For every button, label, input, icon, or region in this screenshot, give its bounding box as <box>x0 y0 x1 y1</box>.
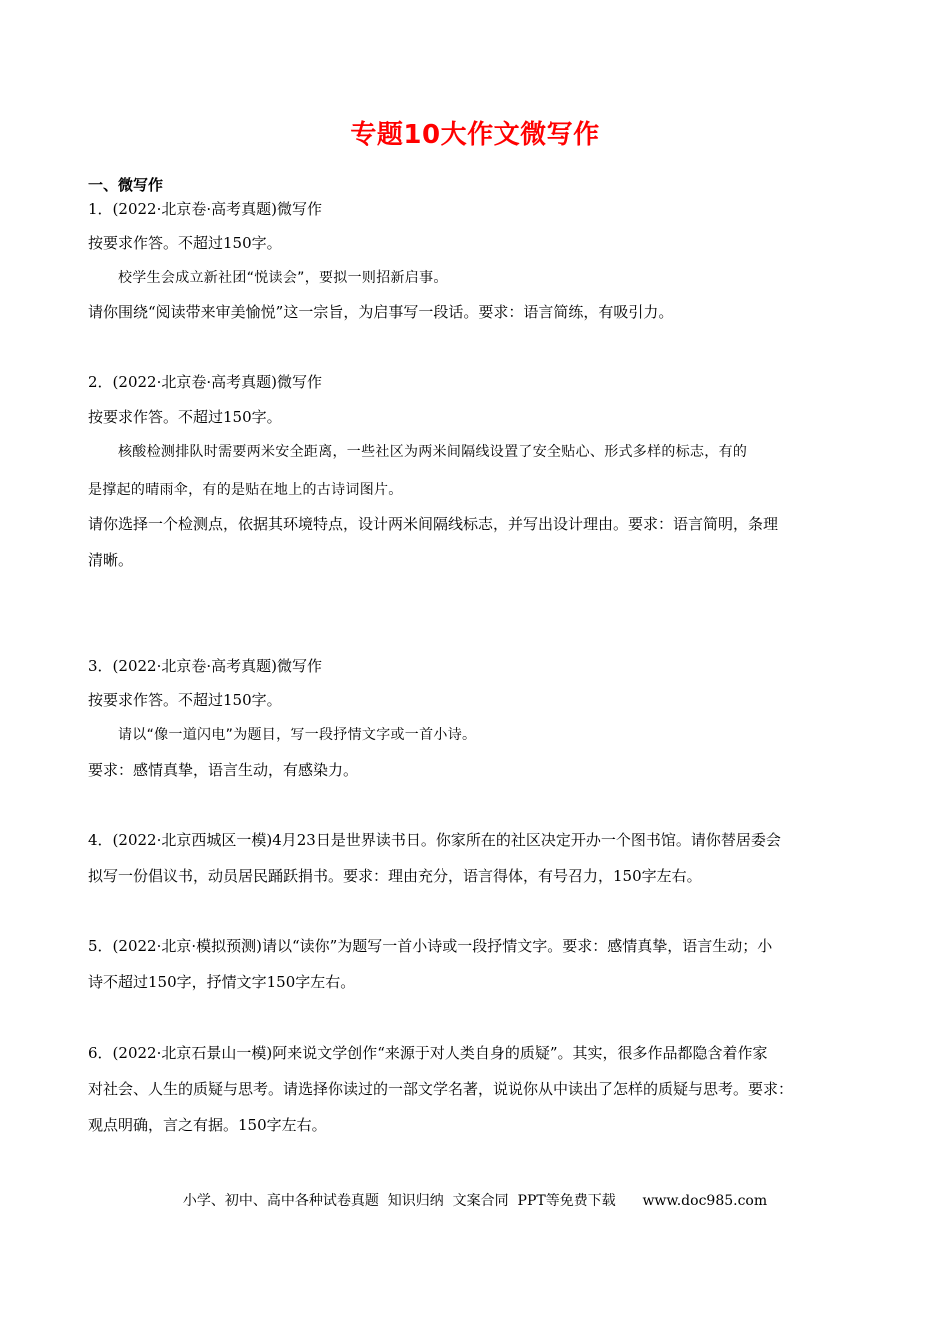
q1-instruction: 按要求作答。不超过150字。 <box>88 234 282 252</box>
q6-line2: 对社会、人生的质疑与思考。请选择你读过的一部文学名著，说说你从中读出了怎样的质疑与思考。要求： <box>88 1080 794 1098</box>
q4-line1: 4．(2022·北京西城区一模)4月23日是世界读书日。你家所在的社区决定开办一个图书馆。请你替居委会 <box>88 831 781 849</box>
q1-header: 1．(2022·北京卷·高考真题)微写作 <box>88 200 322 218</box>
q3-quote: 请以“像一道闪电”为题目，写一段抒情文字或一首小诗。 <box>118 727 477 743</box>
q3-instruction: 按要求作答。不超过150字。 <box>88 691 282 709</box>
q5-line1: 5．(2022·北京·模拟预测)请以“读你”为题写一首小诗或一段抒情文字。要求：感情真挚，语言生动；小 <box>88 937 773 955</box>
q2-quote-line1: 核酸检测排队时需要两米安全距离，一些社区为两米间隔线设置了安全贴心、形式多样的标志，有的 <box>118 444 748 460</box>
q6-line3: 观点明确，言之有据。150字左右。 <box>88 1116 327 1134</box>
q2-quote-line2: 是撑起的晴雨伞，有的是贴在地上的古诗词图片。 <box>88 482 403 498</box>
q1-quote: 校学生会成立新社团“悦读会”，要拟一则招新启事。 <box>118 270 448 286</box>
q6-line1: 6．(2022·北京石景山一模)阿来说文学创作“来源于对人类自身的质疑”。其实，很多作品都隐含着作家 <box>88 1044 768 1062</box>
section-heading: 一、微写作 <box>88 176 164 194</box>
q2-instruction: 按要求作答。不超过150字。 <box>88 408 282 426</box>
q3-task: 要求：感情真挚，语言生动，有感染力。 <box>88 761 359 779</box>
q2-task-line1: 请你选择一个检测点，依据其环境特点，设计两米间隔线标志，并写出设计理由。要求：语言简明，条理 <box>88 515 779 533</box>
q4-line2: 拟写一份倡议书，动员居民踊跃捐书。要求：理由充分，语言得体，有号召力，150字左右。 <box>88 867 702 885</box>
page-title: 专题10大作文微写作 <box>350 120 600 150</box>
q3-header: 3．(2022·北京卷·高考真题)微写作 <box>88 657 322 675</box>
page-footer: 小学、初中、高中各种试卷真题 知识归纳 文案合同 PPT等免费下载 www.doc985.com <box>182 1193 768 1209</box>
q2-task-line2: 清晰。 <box>88 551 134 569</box>
q2-header: 2．(2022·北京卷·高考真题)微写作 <box>88 373 322 391</box>
q1-task: 请你围绕“阅读带来审美愉悦”这一宗旨，为启事写一段话。要求：语言简练，有吸引力。 <box>88 303 674 321</box>
q5-line2: 诗不超过150字，抒情文字150字左右。 <box>88 973 356 991</box>
